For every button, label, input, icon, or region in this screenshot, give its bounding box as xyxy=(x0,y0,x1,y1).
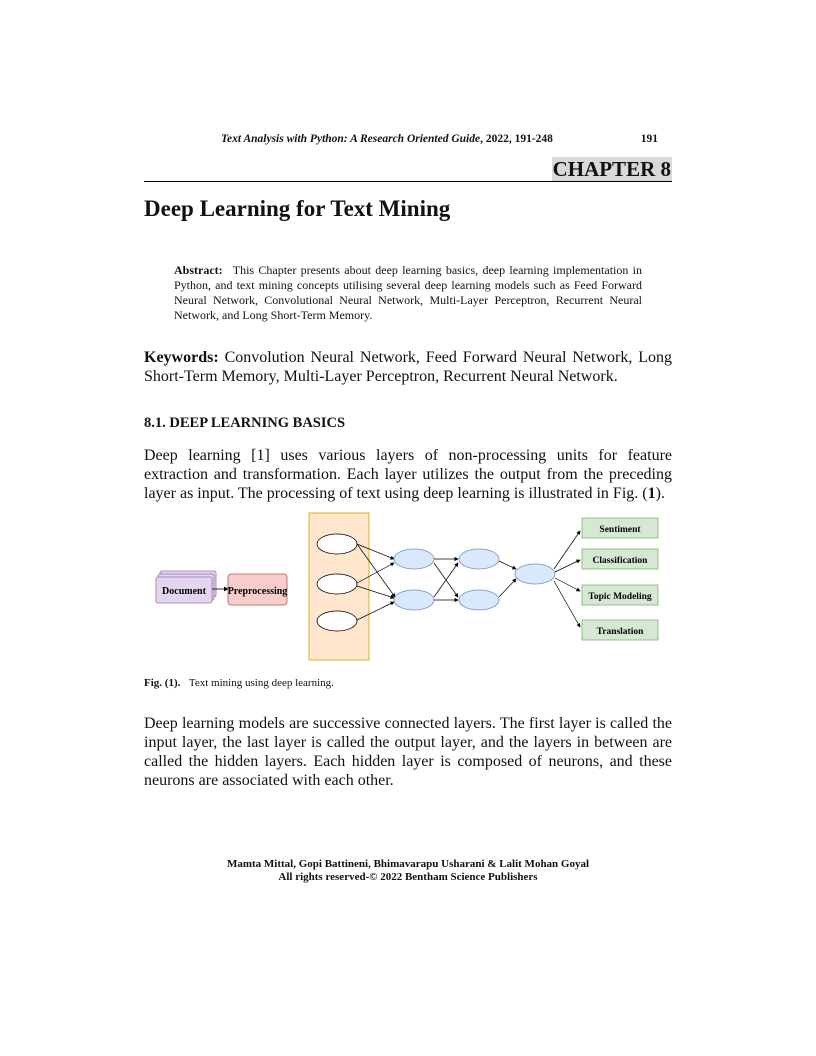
output-sentiment xyxy=(582,518,658,538)
paragraph-2: Deep learning models are successive connected layers. The first layer is called the input layer, the last layer is called the output layer, and the layers in between are called the hidden layers. Each hidden layer is composed of neurons, and these neurons are associated with each other. xyxy=(144,715,672,789)
footer-rights: All rights reserved-© 2022 Bentham Science Publishers xyxy=(278,871,538,883)
preprocessing-node xyxy=(228,574,288,605)
running-header xyxy=(144,133,672,149)
svg-text:Translation: Translation xyxy=(596,627,644,637)
book-title: Text Analysis with Python: A Research Oriented Guide, 2022, 191-248 xyxy=(221,133,553,145)
page-number: 191 xyxy=(640,133,658,145)
paragraph-1: Deep learning [1] uses various layers of non-processing units for feature extraction and transformation. Each layer utilizes the output from the preceding layer as input. The processing of text using deep learning is illustrated in Fig. (1). xyxy=(144,447,672,502)
svg-text:Topic Modeling: Topic Modeling xyxy=(588,592,652,602)
document-label: Document xyxy=(162,586,206,597)
footer xyxy=(144,858,672,884)
chapter-title: Deep Learning for Text Mining xyxy=(144,196,451,221)
footer-authors: Mamta Mittal, Gopi Battineni, Bhimavarapu Usharani & Lalit Mohan Goyal xyxy=(226,858,590,870)
input-node xyxy=(317,534,357,554)
edge xyxy=(554,581,580,627)
input-node xyxy=(317,611,357,631)
document-node xyxy=(156,571,216,603)
hidden-node xyxy=(459,549,499,569)
figure-caption xyxy=(144,677,334,689)
section-heading: 8.1. DEEP LEARNING BASICS xyxy=(144,415,346,431)
svg-text:Classification: Classification xyxy=(592,556,648,566)
output-classification xyxy=(582,549,658,569)
edge xyxy=(554,531,580,569)
keywords xyxy=(144,348,672,386)
svg-text:Sentiment: Sentiment xyxy=(599,525,641,535)
chapter-rule xyxy=(144,181,672,182)
output-topic-modeling xyxy=(582,585,658,605)
hidden-node xyxy=(459,590,499,610)
output-neuron xyxy=(515,564,555,584)
abstract xyxy=(174,263,642,323)
abstract-text: This Chapter presents about deep learning basics, deep learning implementation in Python, and text mining concepts utilising several deep learning models such as Feed Forward Neural Network, Convolutional Neural Network, Multi-Layer Perceptron, Recurrent Neural Network, and Long Short-Term Memory. xyxy=(174,263,642,322)
hidden-node xyxy=(394,590,434,610)
hidden-node xyxy=(394,549,434,569)
caption-text: Text mining using deep learning. xyxy=(188,677,334,689)
output-translation xyxy=(582,620,658,640)
preprocessing-label: Preprocessing xyxy=(227,586,288,597)
edge xyxy=(499,561,516,569)
edge xyxy=(499,579,516,597)
figure-reference[interactable]: 1 xyxy=(647,485,656,502)
figure-diagram xyxy=(144,505,672,670)
chapter-label: CHAPTER 8 xyxy=(552,157,671,181)
keywords-label: Keywords: xyxy=(144,349,219,366)
input-node xyxy=(317,574,357,594)
keywords-text: Convolution Neural Network, Feed Forward Neural Network, Long Short-Term Memory, Multi-Layer Perceptron, Recurrent Neural Network. xyxy=(144,349,673,385)
abstract-label: Abstract: xyxy=(174,263,223,277)
caption-label: Fig. (1). xyxy=(144,677,181,689)
